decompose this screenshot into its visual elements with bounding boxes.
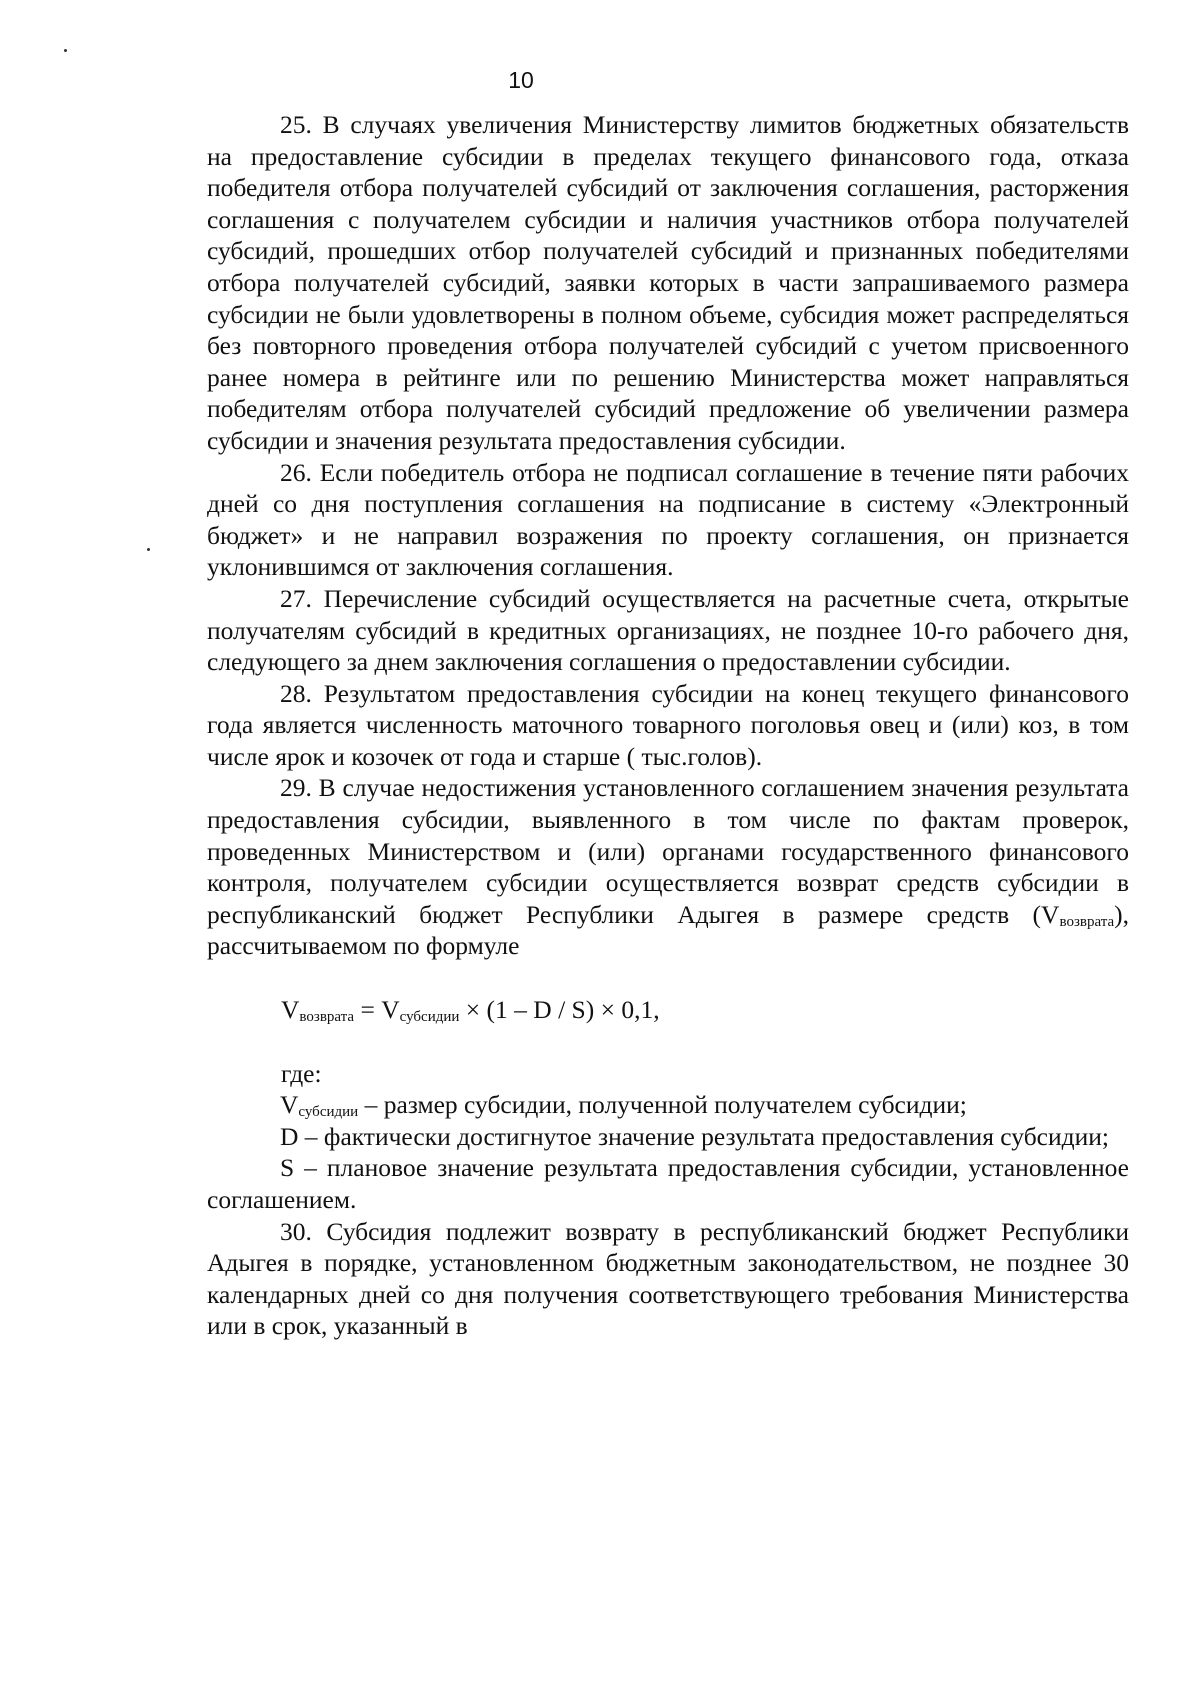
where-label: где: (281, 1058, 322, 1088)
formula-lhs-sub: возврата (299, 1009, 355, 1026)
definition-d: D – фактически достигнутое значение результата предоставления субсидии; (280, 1121, 1109, 1151)
formula-rhs-var: V (381, 995, 400, 1025)
scan-speck (64, 49, 67, 52)
paragraph-29-text: 29. В случае недостижения установленного соглашением значения результата предоставления субсидии, выявленного в том числе по фактам проверок, проведенных Министерством и (или) органами государственного финансового контроля, получателем субсидии осуществляется возврат средств субсидии в республиканский бюджет Республики Адыгея в размере средств (V (207, 773, 1129, 929)
paragraph-29-tail: ), рассчитываемом по формуле (207, 899, 1129, 961)
return-formula (207, 994, 1129, 1026)
paragraph-29 (207, 772, 1129, 962)
paragraph-29-subscript: возврата (1059, 913, 1115, 930)
paragraph-26: 26. Если победитель отбора не подписал соглашение в течение пяти рабочих дней со дня поступления соглашения на подписание в систему «Электронный бюджет» и не направил возражения по проекту соглашения, он признается уклонившимся от заключения соглашения. (207, 457, 1129, 582)
document-body (207, 109, 1129, 1342)
paragraph-30: 30. Субсидия подлежит возврату в республиканский бюджет Республики Адыгея в порядке, установленном бюджетным законодательством, не позднее 30 календарных дней со дня получения соответствующего требования Министерства или в срок, указанный в (207, 1216, 1129, 1341)
formula-equals: = (354, 995, 382, 1025)
formula-lhs-var: V (281, 995, 300, 1025)
page-number: 10 (508, 67, 534, 93)
formula-rhs-sub: субсидии (399, 1009, 460, 1026)
definition-s: S – плановое значение результата предоставления субсидии, установленное соглашением. (207, 1153, 1129, 1214)
paragraph-28: 28. Результатом предоставления субсидии на конец текущего финансового года является численность маточного товарного поголовья овец и (или) коз, в том числе ярок и козочек от года и старше ( тыс.голов). (207, 678, 1129, 771)
formula-rhs-rest: × (1 – D / S) × 0,1, (459, 995, 660, 1025)
scan-speck (147, 548, 150, 551)
definition-v-text: – размер субсидии, полученной получателем субсидии; (358, 1090, 967, 1120)
paragraph-27: 27. Перечисление субсидий осуществляется на расчетные счета, открытые получателям субсидий в кредитных организациях, не позднее 10-го рабочего дня, следующего за днем заключения соглашения о предоставлении субсидии. (207, 583, 1129, 677)
definition-v-sub: субсидии (298, 1104, 359, 1121)
definition-v-var: V (280, 1090, 299, 1120)
paragraph-25: 25. В случаях увеличения Министерству лимитов бюджетных обязательств на предоставление субсидии в пределах текущего финансового года, отказа победителя отбора получателей субсидий от заключения соглашения, расторжения соглашения с получателем субсидии и наличия участников отбора получателей субсидий, прошедших отбор получателей субсидий и признанных победителями отбора получателей субсидий, заявки которых в части запрашиваемого размера субсидии не были удовлетворены в полном объеме, субсидия может распределяться без повторного проведения отбора получателей субсидий с учетом присвоенного ранее номера в рейтинге или по решению Министерства может направляться победителям отбора получателей субсидий предложение об увеличении размера субсидии и значения результата предоставления субсидии. (207, 110, 1129, 455)
definition-v (207, 1089, 1129, 1121)
